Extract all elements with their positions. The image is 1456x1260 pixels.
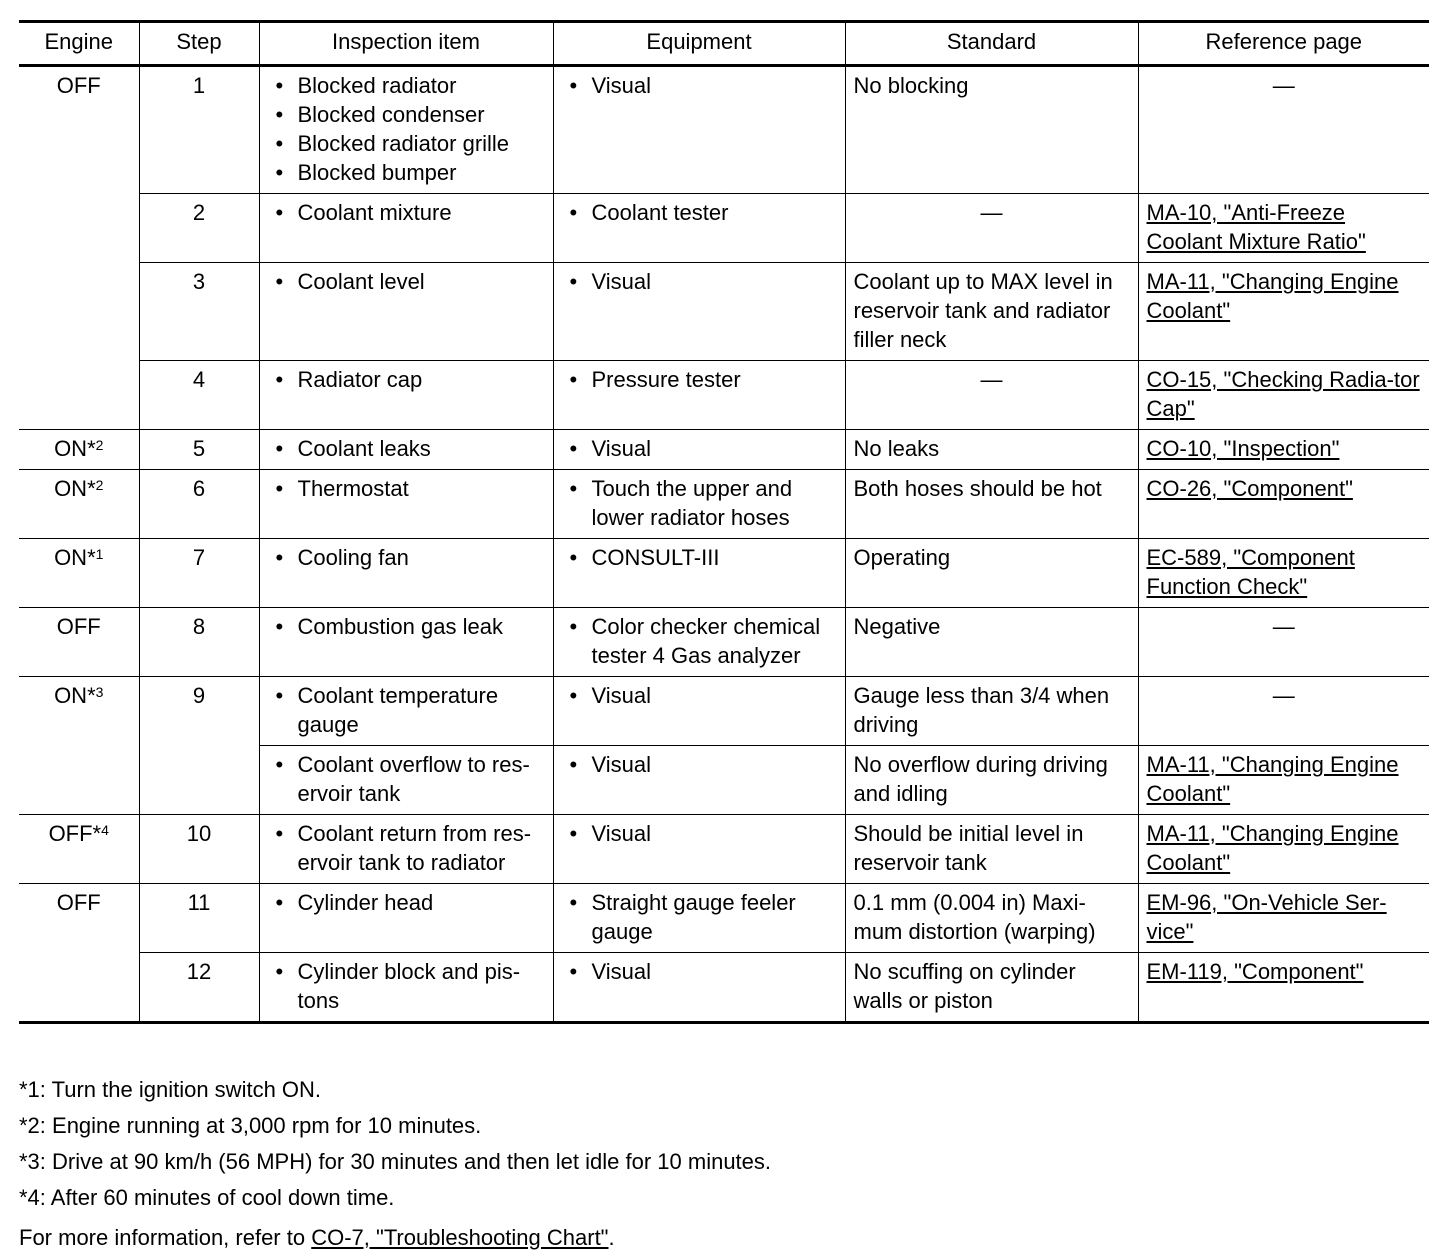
equipment-cell — [553, 815, 845, 884]
engine-cell: ON*$^2$ — [19, 430, 139, 470]
table-row — [19, 470, 1429, 539]
equipment-cell — [553, 194, 845, 263]
footnotes — [19, 1072, 1429, 1256]
list-item: • Coolant leaks — [268, 434, 545, 463]
reference-cell — [1138, 194, 1429, 263]
list-item: • Coolant tester — [562, 198, 837, 227]
reference-link[interactable]: EM-96, "On-Vehicle Ser-vice" — [1146, 890, 1387, 944]
reference-cell: — — [1138, 66, 1429, 194]
list-item: • Visual — [562, 267, 837, 296]
step-cell: 2 — [139, 194, 259, 263]
footnote-marker: 2 — [95, 477, 104, 493]
list-item: • Visual — [562, 819, 837, 848]
list-item: • CONSULT-III — [562, 543, 837, 572]
table-row — [19, 361, 1429, 430]
list-item: • Visual — [562, 434, 837, 463]
standard-cell: 0.1 mm (0.004 in) Maxi-mum distortion (warping) — [845, 884, 1138, 953]
equipment-cell — [553, 470, 845, 539]
list-item: • Radiator cap — [268, 365, 545, 394]
reference-cell — [1138, 884, 1429, 953]
footnote-4: *4: After 60 minutes of cool down time. — [19, 1185, 395, 1210]
footnote-3: *3: Drive at 90 km/h (56 MPH) for 30 minutes and then let idle for 10 minutes. — [19, 1149, 772, 1174]
step-cell: 5 — [139, 430, 259, 470]
reference-link[interactable]: CO-26, "Component" — [1146, 476, 1353, 501]
inspection-item-cell — [259, 66, 553, 194]
inspection-item-cell — [259, 884, 553, 953]
list-item: • Visual — [562, 750, 837, 779]
table-row — [19, 953, 1429, 1023]
inspection-item-cell — [259, 361, 553, 430]
reference-link[interactable]: MA-11, "Changing Engine Coolant" — [1146, 752, 1399, 806]
inspection-item-cell — [259, 746, 553, 815]
footnote-marker: 2 — [95, 437, 104, 453]
engine-cell: ON*$^2$ — [19, 470, 139, 539]
troubleshooting-chart-link[interactable]: CO-7, "Troubleshooting Chart" — [311, 1225, 609, 1250]
table-row — [19, 539, 1429, 608]
inspection-table — [19, 20, 1429, 1024]
step-cell: 4 — [139, 361, 259, 430]
standard-cell: No leaks — [845, 430, 1138, 470]
footnote-marker: 1 — [95, 546, 104, 562]
table-row — [19, 815, 1429, 884]
list-item: • Straight gauge feeler gauge — [562, 888, 837, 946]
more-info-suffix: . — [608, 1225, 615, 1250]
reference-link[interactable]: CO-10, "Inspection" — [1146, 436, 1340, 461]
equipment-cell — [553, 66, 845, 194]
standard-cell: Coolant up to MAX level in reservoir tank and radiator filler neck — [845, 263, 1138, 361]
table-row — [19, 66, 1429, 194]
list-item: • Visual — [562, 71, 837, 100]
inspection-item-cell — [259, 539, 553, 608]
header-inspection-item: Inspection item — [259, 22, 553, 66]
step-cell: 9 — [139, 677, 259, 815]
step-cell: 10 — [139, 815, 259, 884]
step-cell: 8 — [139, 608, 259, 677]
engine-cell: ON*$^1$ — [19, 539, 139, 608]
reference-cell — [1138, 746, 1429, 815]
more-info-line — [19, 1220, 1429, 1256]
step-cell: 6 — [139, 470, 259, 539]
footnote-marker: 4 — [101, 822, 109, 838]
equipment-cell — [553, 953, 845, 1023]
table-row — [19, 263, 1429, 361]
footnote-marker: 3 — [95, 684, 104, 700]
reference-cell — [1138, 815, 1429, 884]
table-row — [19, 884, 1429, 953]
equipment-cell — [553, 263, 845, 361]
equipment-cell — [553, 539, 845, 608]
standard-cell: — — [845, 361, 1138, 430]
list-item: • Touch the upper and lower radiator hoses — [562, 474, 837, 532]
list-item: • Coolant level — [268, 267, 545, 296]
step-cell: 11 — [139, 884, 259, 953]
standard-cell: — — [845, 194, 1138, 263]
reference-cell — [1138, 539, 1429, 608]
list-item: • Pressure tester — [562, 365, 837, 394]
inspection-item-cell — [259, 815, 553, 884]
header-equipment: Equipment — [553, 22, 845, 66]
list-item: • Cylinder block and pis-tons — [268, 957, 545, 1015]
header-engine: Engine — [19, 22, 139, 66]
reference-link[interactable]: MA-10, "Anti-Freeze Coolant Mixture Ratio" — [1146, 200, 1366, 254]
standard-cell: Should be initial level in reservoir tank — [845, 815, 1138, 884]
reference-link[interactable]: CO-15, "Checking Radia-tor Cap" — [1146, 367, 1420, 421]
header-row — [19, 22, 1429, 66]
list-item: • Coolant temperature gauge — [268, 681, 545, 739]
list-item: • Thermostat — [268, 474, 545, 503]
reference-cell: — — [1138, 608, 1429, 677]
reference-link[interactable]: EC-589, "Component Function Check" — [1146, 545, 1355, 599]
header-step: Step — [139, 22, 259, 66]
reference-cell — [1138, 470, 1429, 539]
engine-cell: OFF — [19, 608, 139, 677]
table-row — [19, 608, 1429, 677]
table-row — [19, 677, 1429, 746]
inspection-item-cell — [259, 263, 553, 361]
standard-cell: Both hoses should be hot — [845, 470, 1138, 539]
reference-cell — [1138, 263, 1429, 361]
engine-cell: OFF — [19, 884, 139, 1023]
inspection-item-cell — [259, 430, 553, 470]
reference-cell — [1138, 430, 1429, 470]
list-item: • Blocked radiator grille — [268, 129, 545, 158]
inspection-item-cell — [259, 194, 553, 263]
standard-cell: No scuffing on cylinder walls or piston — [845, 953, 1138, 1023]
table-row — [19, 430, 1429, 470]
list-item: • Coolant overflow to res-ervoir tank — [268, 750, 545, 808]
table-row — [19, 194, 1429, 263]
list-item: • Coolant return from res-ervoir tank to radiator — [268, 819, 545, 877]
list-item: • Visual — [562, 957, 837, 986]
list-item: • Coolant mixture — [268, 198, 545, 227]
step-cell: 1 — [139, 66, 259, 194]
equipment-cell — [553, 361, 845, 430]
engine-cell: OFF — [19, 66, 139, 430]
list-item: • Combustion gas leak — [268, 612, 545, 641]
list-item: • Color checker chemical tester 4 Gas analyzer — [562, 612, 837, 670]
engine-cell: ON*$^3$ — [19, 677, 139, 815]
step-cell: 7 — [139, 539, 259, 608]
reference-cell — [1138, 953, 1429, 1023]
inspection-item-cell — [259, 608, 553, 677]
reference-link[interactable]: MA-11, "Changing Engine Coolant" — [1146, 269, 1399, 323]
standard-cell: Operating — [845, 539, 1138, 608]
equipment-cell — [553, 430, 845, 470]
equipment-cell — [553, 677, 845, 746]
inspection-item-cell — [259, 953, 553, 1023]
standard-cell: No blocking — [845, 66, 1138, 194]
reference-cell: — — [1138, 677, 1429, 746]
list-item: • Blocked bumper — [268, 158, 545, 187]
list-item: • Blocked condenser — [268, 100, 545, 129]
reference-link[interactable]: MA-11, "Changing Engine Coolant" — [1146, 821, 1399, 875]
standard-cell: Negative — [845, 608, 1138, 677]
reference-link[interactable]: EM-119, "Component" — [1146, 959, 1364, 984]
engine-cell: OFF*$^4$ — [19, 815, 139, 884]
step-cell: 3 — [139, 263, 259, 361]
header-standard: Standard — [845, 22, 1138, 66]
equipment-cell — [553, 608, 845, 677]
footnote-2: *2: Engine running at 3,000 rpm for 10 minutes. — [19, 1113, 482, 1138]
list-item: • Visual — [562, 681, 837, 710]
more-info-prefix: For more information, refer to — [19, 1225, 312, 1250]
equipment-cell — [553, 884, 845, 953]
inspection-item-cell — [259, 470, 553, 539]
list-item: • Blocked radiator — [268, 71, 545, 100]
standard-cell: Gauge less than 3/4 when driving — [845, 677, 1138, 746]
equipment-cell — [553, 746, 845, 815]
header-reference: Reference page — [1138, 22, 1429, 66]
footnote-1: *1: Turn the ignition switch ON. — [19, 1077, 322, 1102]
list-item: • Cylinder head — [268, 888, 545, 917]
step-cell: 12 — [139, 953, 259, 1023]
list-item: • Cooling fan — [268, 543, 545, 572]
standard-cell: No overflow during driving and idling — [845, 746, 1138, 815]
inspection-item-cell — [259, 677, 553, 746]
reference-cell — [1138, 361, 1429, 430]
